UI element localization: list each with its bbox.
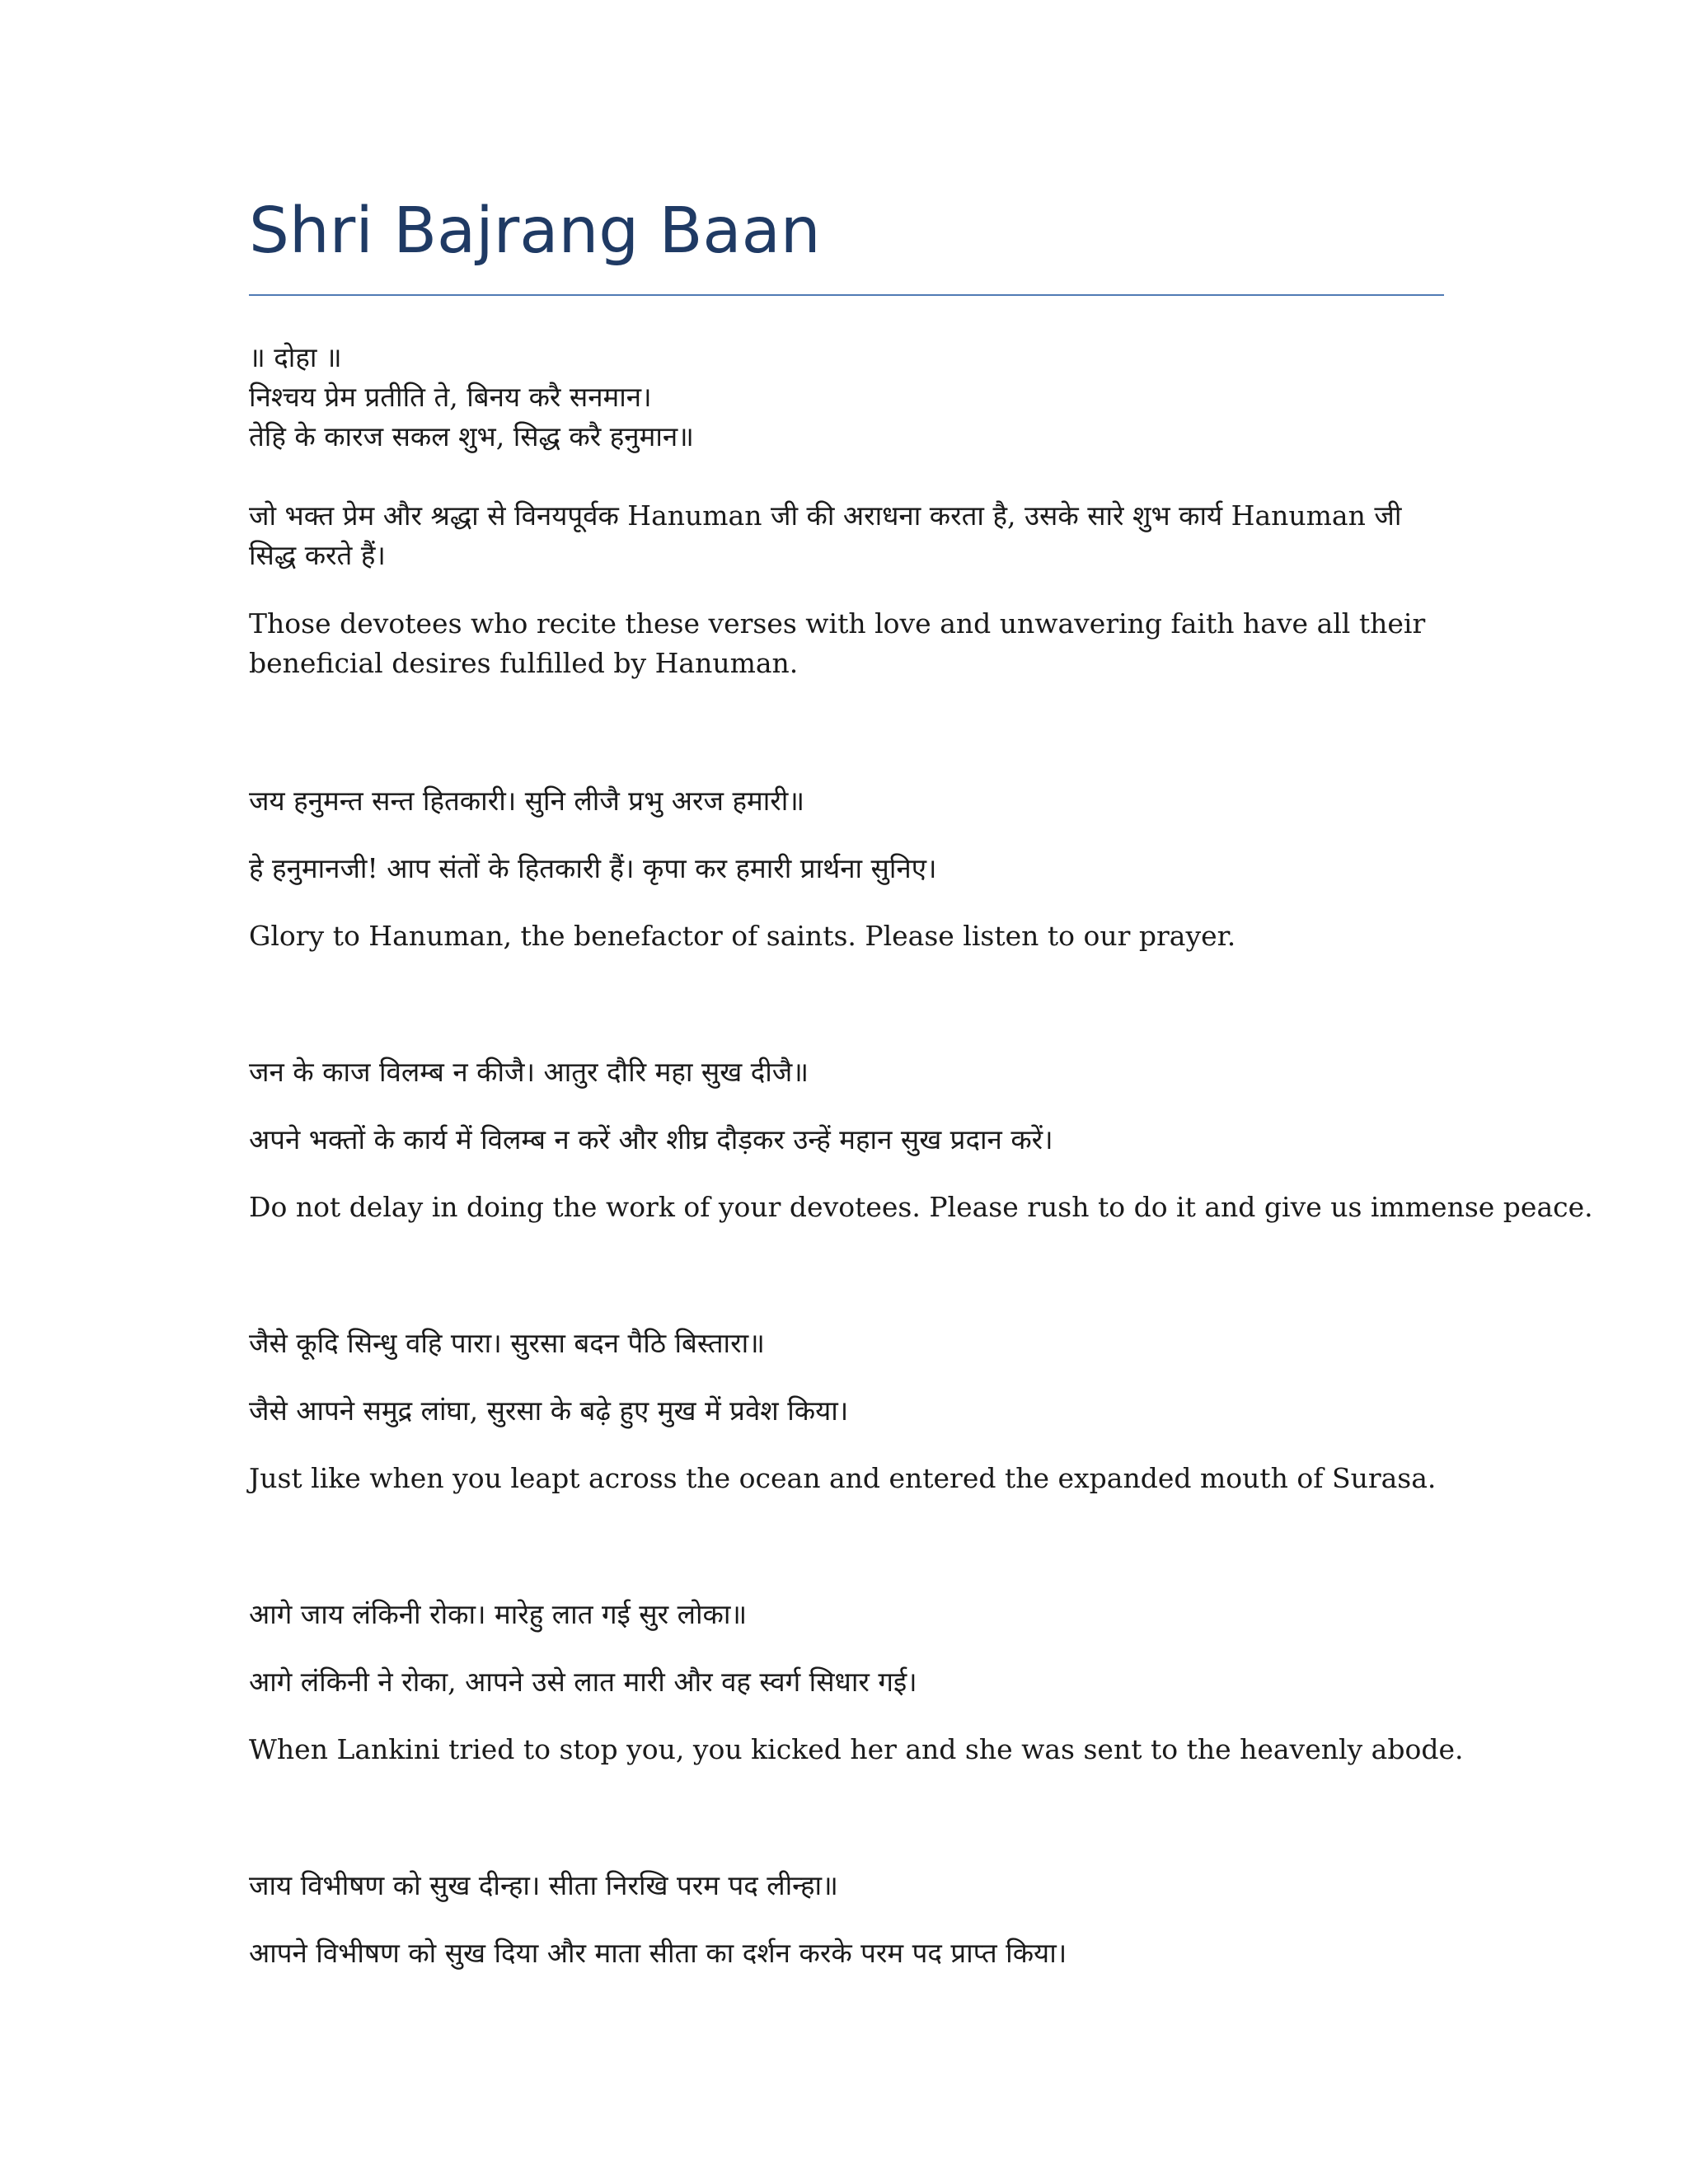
- doha-line-2: तेहि के कारज सकल शुभ, सिद्ध करै हनुमान॥: [249, 420, 694, 452]
- verse-hindi-meaning: आगे लंकिनी ने रोका, आपने उसे लात मारी और वह स्वर्ग सिधार गई।: [249, 1666, 917, 1698]
- verse-3: [249, 1324, 1444, 1498]
- doha-hindi-meaning-block: [249, 496, 1444, 575]
- doha-english-meaning: Those devotees who recite these verses with love and unwavering faith have all their beneficial desires fulfilled by Hanuman.: [249, 607, 1426, 679]
- document-title: Shri Bajrang Baan: [249, 194, 821, 268]
- doha-english-meaning-block: [249, 604, 1444, 683]
- title-divider: [249, 294, 1444, 296]
- verse-hindi-meaning: आपने विभीषण को सुख दिया और माता सीता का दर्शन करके परम पद प्राप्त किया।: [249, 1937, 1067, 1969]
- doha-line-1: निश्चय प्रेम प्रतीति ते, बिनय करै सनमान।: [249, 381, 652, 413]
- doha-block: [249, 338, 1444, 457]
- verse-2: [249, 1052, 1593, 1227]
- verse-text: जाय विभीषण को सुख दीन्हा। सीता निरखि परम पद लीन्हा॥: [249, 1869, 838, 1901]
- doha-heading: ॥ दोहा ॥: [249, 341, 342, 373]
- verse-hindi-meaning: अपने भक्तों के कार्य में विलम्ब न करें और शीघ्र दौड़कर उन्हें महान सुख प्रदान करें।: [249, 1123, 1053, 1155]
- verse-text: आगे जाय लंकिनी रोका। मारेहु लात गई सुर लोका॥: [249, 1598, 748, 1630]
- verse-4: [249, 1595, 1464, 1769]
- verse-english-meaning: Glory to Hanuman, the benefactor of saints. Please listen to our prayer.: [249, 920, 1236, 952]
- verse-english-meaning: Do not delay in doing the work of your devotees. Please rush to do it and give us immense peace.: [249, 1191, 1593, 1223]
- verse-hindi-meaning: जैसे आपने समुद्र लांघा, सुरसा के बढ़े हुए मुख में प्रवेश किया।: [249, 1394, 849, 1427]
- verse-1: [249, 781, 1444, 956]
- doha-hindi-meaning: जो भक्त प्रेम और श्रद्धा से विनयपूर्वक Hanuman जी की अराधना करता है, उसके सारे शुभ कार्य Hanuman जी सिद्ध करते हैं।: [249, 499, 1402, 571]
- verse-5: [249, 1866, 1444, 1973]
- verse-hindi-meaning: हे हनुमानजी! आप संतों के हितकारी हैं। कृपा कर हमारी प्रार्थना सुनिए।: [249, 852, 937, 884]
- verse-text: जय हनुमन्त सन्त हितकारी। सुनि लीजै प्रभु अरज हमारी॥: [249, 785, 805, 817]
- verse-english-meaning: When Lankini tried to stop you, you kicked her and she was sent to the heavenly abode.: [249, 1733, 1464, 1765]
- verse-text: जन के काज विलम्ब न कीजै। आतुर दौरि महा सुख दीजै॥: [249, 1056, 809, 1088]
- verse-text: जैसे कूदि सिन्धु वहि पारा। सुरसा बदन पैठि बिस्तारा॥: [249, 1327, 765, 1359]
- verse-english-meaning: Just like when you leapt across the ocean and entered the expanded mouth of Surasa.: [249, 1462, 1437, 1494]
